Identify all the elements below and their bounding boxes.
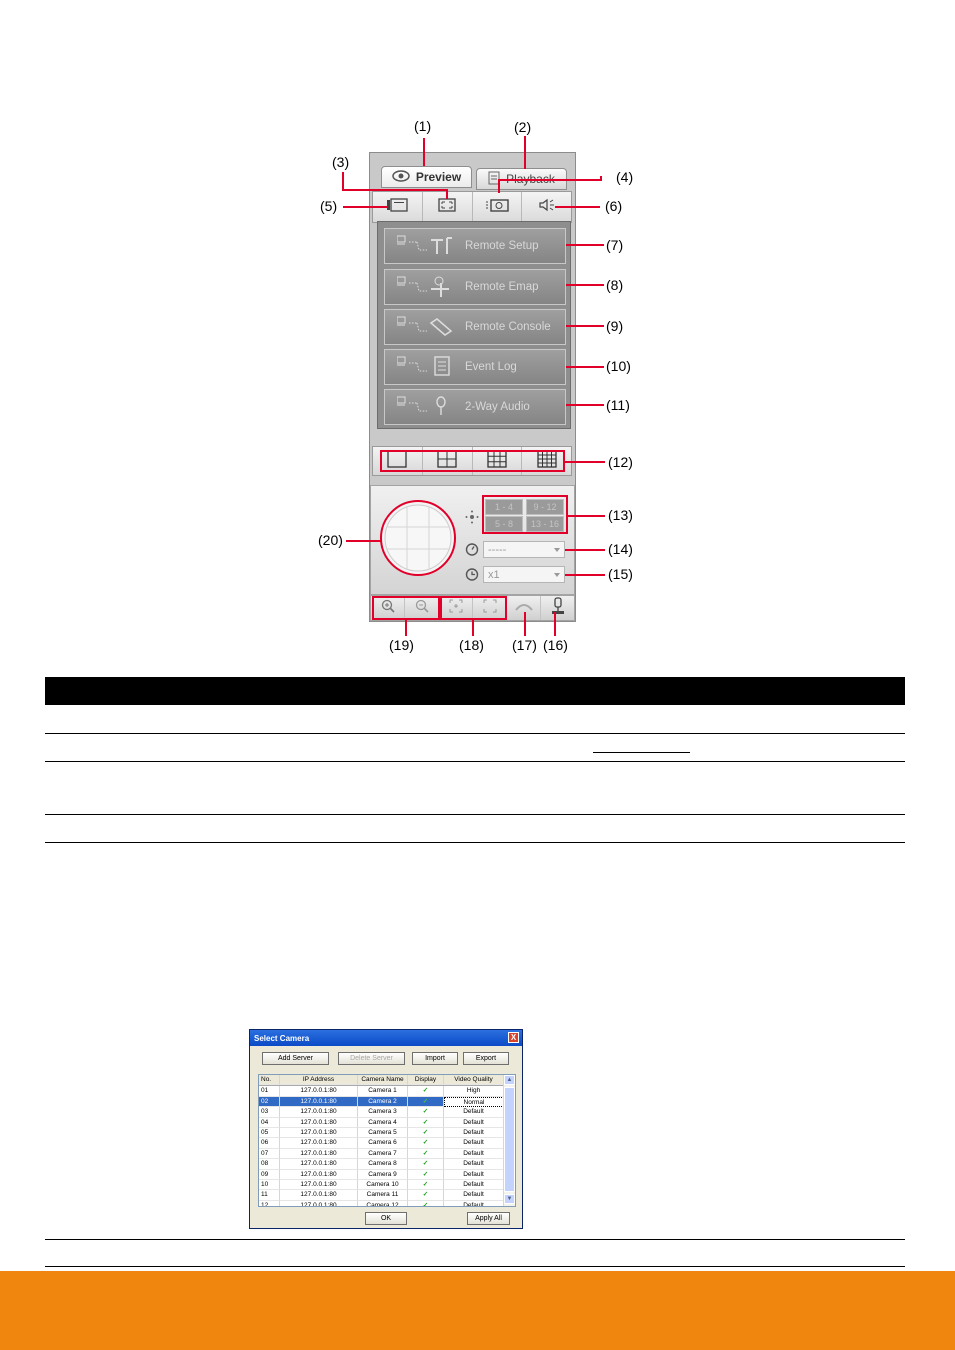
cell-camera-name: Camera 2: [358, 1097, 408, 1107]
cell-ip: 127.0.0.1:80: [280, 1180, 358, 1190]
cell-no: 04: [259, 1118, 280, 1128]
zoom-select-value: x1: [488, 568, 500, 581]
cell-video-quality[interactable]: Default: [444, 1201, 504, 1207]
view-toolbar: [372, 191, 572, 223]
record-button[interactable]: [473, 192, 523, 222]
chevron-down-icon: [554, 548, 560, 552]
callout-3: (3): [332, 154, 350, 170]
cell-no: 06: [259, 1138, 280, 1148]
table-row[interactable]: [259, 1107, 515, 1117]
page-footer-bar: [0, 1271, 955, 1350]
callout-8: (8): [606, 277, 624, 293]
cell-camera-name: Camera 9: [358, 1170, 408, 1180]
table-row[interactable]: [259, 1201, 515, 1207]
callout-6: (6): [605, 198, 623, 214]
dialog-title: Select Camera: [254, 1033, 310, 1043]
chevron-down-icon: [554, 573, 560, 577]
table-row[interactable]: [259, 1180, 515, 1190]
remote-buttons-area: [377, 221, 571, 429]
callout-line-3: [342, 172, 344, 190]
cell-ip: 127.0.0.1:80: [280, 1118, 358, 1128]
cell-camera-name: Camera 7: [358, 1149, 408, 1159]
callout-line-18: [472, 620, 474, 636]
cell-camera-name: Camera 11: [358, 1190, 408, 1200]
microphone-icon: [397, 395, 459, 420]
cell-ip: 127.0.0.1:80: [280, 1128, 358, 1138]
callout-15: (15): [608, 566, 633, 582]
callout-line-7: [566, 244, 604, 246]
callout-19: (19): [389, 637, 414, 653]
cell-camera-name: Camera 10: [358, 1180, 408, 1190]
speed-select[interactable]: [483, 541, 565, 558]
dialog-titlebar: [250, 1030, 522, 1046]
scroll-thumb[interactable]: [504, 1087, 515, 1192]
col-video-quality[interactable]: Video Quality: [444, 1075, 504, 1085]
log-icon: [397, 355, 459, 380]
export-button[interactable]: Export: [463, 1052, 509, 1065]
add-server-button[interactable]: Add Server: [262, 1052, 329, 1065]
table-link[interactable]: [593, 752, 690, 753]
callout-16: (16): [543, 637, 568, 653]
select-camera-dialog: [249, 1029, 523, 1229]
callout-line-5: [343, 206, 387, 208]
ptz-setting-button[interactable]: [541, 596, 574, 620]
ok-button[interactable]: OK: [365, 1212, 407, 1225]
scrollbar[interactable]: [503, 1075, 515, 1206]
callout-line-2: [524, 136, 526, 169]
two-way-audio-label: 2-Way Audio: [465, 401, 530, 413]
scroll-down-icon[interactable]: ▼: [504, 1194, 515, 1204]
callout-20: (20): [318, 532, 343, 548]
cell-no: 05: [259, 1128, 280, 1138]
cell-no: 03: [259, 1107, 280, 1117]
speed-icon: [465, 542, 479, 561]
eye-icon: [392, 170, 410, 185]
callout-line-8: [566, 284, 604, 286]
cell-video-quality[interactable]: Default: [444, 1159, 504, 1169]
group-1-4-button[interactable]: 1 - 4: [485, 499, 523, 515]
callout-line-6: [555, 206, 600, 208]
callout-5: (5): [320, 198, 338, 214]
cell-no: 08: [259, 1159, 280, 1169]
cell-camera-name: Camera 6: [358, 1138, 408, 1148]
remote-setup-button[interactable]: [384, 228, 566, 264]
callout-17: (17): [512, 637, 537, 653]
callout-line-15: [565, 574, 605, 576]
two-way-audio-button[interactable]: [384, 389, 566, 425]
cell-camera-name: Camera 1: [358, 1086, 408, 1096]
table-row[interactable]: [259, 1128, 515, 1138]
cell-video-quality[interactable]: Default: [444, 1149, 504, 1159]
col-display[interactable]: Display: [408, 1075, 444, 1085]
camera-rows: [259, 1086, 515, 1207]
cell-ip: 127.0.0.1:80: [280, 1170, 358, 1180]
remote-emap-button[interactable]: [384, 269, 566, 305]
table-row[interactable]: [259, 1097, 515, 1107]
checkmark-icon[interactable]: ✓: [408, 1138, 444, 1148]
callout-10: (10): [606, 358, 631, 374]
table-row[interactable]: [259, 1086, 515, 1096]
cell-video-quality[interactable]: Default: [444, 1107, 504, 1117]
checkmark-icon[interactable]: ✓: [408, 1086, 444, 1096]
event-log-label: Event Log: [465, 361, 517, 373]
import-button[interactable]: Import: [412, 1052, 458, 1065]
fullscreen-icon: [438, 198, 456, 217]
cell-camera-name: Camera 4: [358, 1118, 408, 1128]
ptz-direction-pad[interactable]: [379, 499, 457, 577]
checkmark-icon[interactable]: ✓: [408, 1128, 444, 1138]
callout-line-4v2: [600, 176, 602, 181]
table-row[interactable]: [259, 1118, 515, 1128]
col-ip[interactable]: IP Address: [280, 1075, 358, 1085]
callout-line-3h: [342, 189, 448, 191]
checkmark-icon[interactable]: ✓: [408, 1170, 444, 1180]
cell-video-quality[interactable]: Default: [444, 1118, 504, 1128]
cell-video-quality[interactable]: Normal: [444, 1097, 504, 1107]
tools-icon: [397, 234, 459, 259]
cell-ip: 127.0.0.1:80: [280, 1086, 358, 1096]
cell-video-quality[interactable]: Default: [444, 1138, 504, 1148]
callout-2: (2): [514, 119, 532, 135]
group-13-16-button[interactable]: 13 - 16: [526, 516, 564, 532]
checkmark-icon[interactable]: ✓: [408, 1118, 444, 1128]
cell-no: 01: [259, 1086, 280, 1096]
checkmark-icon[interactable]: ✓: [408, 1159, 444, 1169]
checkmark-icon[interactable]: ✓: [408, 1097, 444, 1107]
camera-list-header: [259, 1075, 515, 1086]
callout-12: (12): [608, 454, 633, 470]
table-row[interactable]: [259, 1190, 515, 1200]
callout-line-19: [405, 620, 407, 636]
callout-line-14: [565, 549, 605, 551]
cell-no: 12: [259, 1201, 280, 1207]
table-divider: [45, 814, 905, 815]
joystick-icon: [551, 597, 565, 620]
speaker-icon: [538, 198, 556, 217]
callout-4: (4): [616, 169, 634, 185]
checkmark-icon[interactable]: ✓: [408, 1201, 444, 1207]
cell-camera-name: Camera 5: [358, 1128, 408, 1138]
callout-line-9: [566, 325, 604, 327]
remote-emap-label: Remote Emap: [465, 281, 539, 293]
callout-11: (11): [606, 397, 630, 413]
checkmark-icon[interactable]: ✓: [408, 1107, 444, 1117]
cell-video-quality[interactable]: Default: [444, 1180, 504, 1190]
apply-all-button[interactable]: Apply All: [467, 1212, 510, 1225]
console-icon: [397, 315, 459, 340]
cell-camera-name: Camera 8: [358, 1159, 408, 1169]
callout-line-3v: [446, 189, 448, 199]
cell-ip: 127.0.0.1:80: [280, 1201, 358, 1207]
group-5-8-button[interactable]: 5 - 8: [485, 516, 523, 532]
callout-13: (13): [608, 507, 633, 523]
table-header: [45, 677, 905, 705]
table-row[interactable]: [259, 1138, 515, 1148]
callout-line-12: [563, 461, 605, 463]
close-icon[interactable]: X: [508, 1032, 519, 1043]
callout-line-13: [567, 515, 605, 517]
callout-box-19: [372, 596, 440, 620]
cell-no: 09: [259, 1170, 280, 1180]
checkmark-icon[interactable]: ✓: [408, 1149, 444, 1159]
group-9-12-button[interactable]: 9 - 12: [526, 499, 564, 515]
checkmark-icon[interactable]: ✓: [408, 1190, 444, 1200]
cell-ip: 127.0.0.1:80: [280, 1097, 358, 1107]
zoom-speed-icon: [465, 567, 479, 586]
remote-console-label: Remote Console: [465, 321, 551, 333]
table-divider: [45, 842, 905, 843]
move-icon: [465, 510, 479, 529]
table-row[interactable]: [259, 1149, 515, 1159]
cell-video-quality[interactable]: Default: [444, 1128, 504, 1138]
callout-1: (1): [414, 118, 432, 134]
cell-video-quality[interactable]: Default: [444, 1170, 504, 1180]
cell-ip: 127.0.0.1:80: [280, 1190, 358, 1200]
tab-preview[interactable]: [381, 166, 472, 188]
cell-no: 10: [259, 1180, 280, 1190]
event-log-button[interactable]: [384, 349, 566, 385]
callout-line-12box: [380, 450, 565, 472]
cell-camera-name: Camera 3: [358, 1107, 408, 1117]
cell-no: 11: [259, 1190, 280, 1200]
cell-ip: 127.0.0.1:80: [280, 1149, 358, 1159]
callout-line-16: [554, 612, 556, 636]
cell-ip: 127.0.0.1:80: [280, 1107, 358, 1117]
cell-ip: 127.0.0.1:80: [280, 1138, 358, 1148]
callout-line-17: [524, 612, 526, 636]
table-divider: [45, 1266, 905, 1267]
zoom-select[interactable]: [483, 566, 565, 583]
table-divider: [45, 761, 905, 762]
callout-18: (18): [459, 637, 484, 653]
map-icon: [397, 275, 459, 300]
cell-video-quality[interactable]: High: [444, 1086, 504, 1096]
camera-record-icon: [485, 198, 509, 217]
cell-ip: 127.0.0.1:80: [280, 1159, 358, 1169]
checkmark-icon[interactable]: ✓: [408, 1180, 444, 1190]
tab-preview-label: Preview: [415, 170, 462, 184]
table-row[interactable]: [259, 1170, 515, 1180]
cell-no: 07: [259, 1149, 280, 1159]
callout-line-10: [566, 366, 604, 368]
callout-box-18: [440, 596, 507, 620]
callout-line-11: [566, 404, 604, 406]
delete-server-button[interactable]: Delete Server: [338, 1052, 405, 1065]
table-row[interactable]: [259, 1159, 515, 1169]
scroll-up-icon[interactable]: ▲: [504, 1075, 515, 1085]
camera-list: [258, 1074, 516, 1207]
callout-9: (9): [606, 318, 624, 334]
cell-no: 02: [259, 1097, 280, 1107]
film-icon: [386, 198, 408, 217]
col-camera-name[interactable]: Camera Name: [358, 1075, 408, 1085]
callout-line-20: [346, 540, 381, 542]
callout-line-4v: [498, 179, 500, 193]
col-no[interactable]: No.: [259, 1075, 280, 1085]
callout-line-4h: [498, 179, 602, 181]
cell-camera-name: Camera 12: [358, 1201, 408, 1207]
remote-setup-label: Remote Setup: [465, 240, 539, 252]
cell-video-quality[interactable]: Default: [444, 1190, 504, 1200]
speed-select-value: -----: [488, 543, 507, 556]
table-divider: [45, 733, 905, 734]
table-divider: [45, 1239, 905, 1240]
remote-console-button[interactable]: [384, 309, 566, 345]
callout-14: (14): [608, 541, 633, 557]
callout-line-1: [423, 138, 425, 166]
callout-7: (7): [606, 237, 624, 253]
